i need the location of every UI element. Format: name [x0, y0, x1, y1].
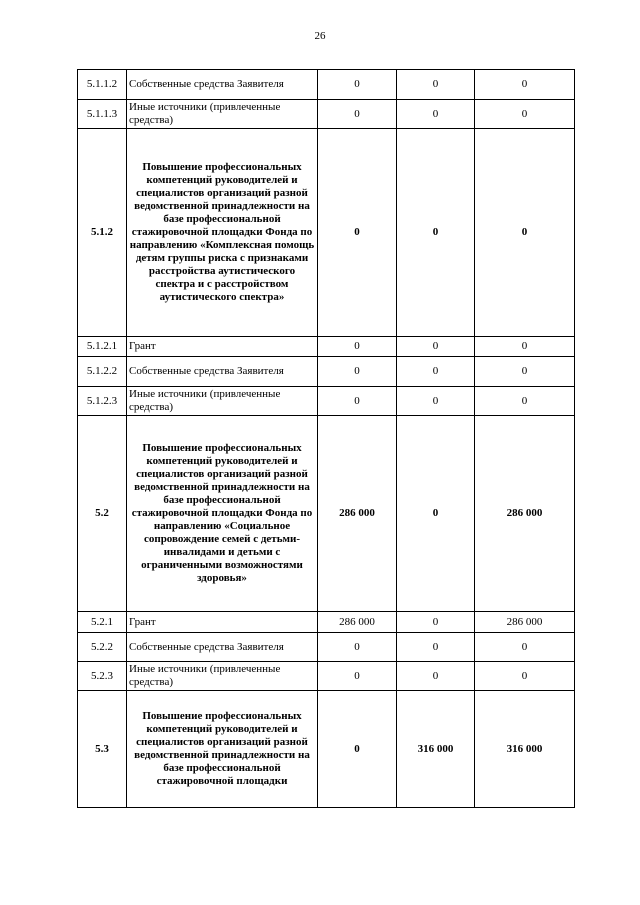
budget-table-body [78, 70, 575, 808]
value-col2-cell: 0 [397, 357, 475, 387]
value-col3-cell: 0 [475, 387, 575, 416]
row-number-cell: 5.1.2.2 [78, 357, 127, 387]
value-col2-cell: 0 [397, 387, 475, 416]
table-row [78, 129, 575, 337]
table-row [78, 387, 575, 416]
row-name-cell: Собственные средства Заявителя [127, 70, 318, 100]
value-col2-cell: 0 [397, 416, 475, 612]
value-col1-cell: 0 [318, 100, 397, 129]
row-name-cell: Повышение профессиональных компетенций руководителей и специалистов организаций разной ведомственной принадлежности на базе профессиональной стажировочной площадки [127, 691, 318, 808]
row-number-cell: 5.2.1 [78, 612, 127, 633]
row-name-cell: Иные источники (привлеченные средства) [127, 662, 318, 691]
value-col3-cell: 0 [475, 633, 575, 662]
value-col2-cell: 316 000 [397, 691, 475, 808]
table-row [78, 357, 575, 387]
value-col3-cell: 0 [475, 337, 575, 357]
value-col1-cell: 0 [318, 129, 397, 337]
row-name-cell: Повышение профессиональных компетенций руководителей и специалистов организаций разной ведомственной принадлежности на базе профессиональной стажировочной площадки Фонда по направлению «Комплексная помощь детям группы риска с признаками расстройства аутистического спектра и с расстройством аутистического спектра» [127, 129, 318, 337]
row-name-cell: Грант [127, 337, 318, 357]
value-col3-cell: 0 [475, 357, 575, 387]
row-name-cell: Собственные средства Заявителя [127, 357, 318, 387]
value-col1-cell: 0 [318, 387, 397, 416]
row-number-cell: 5.1.2.1 [78, 337, 127, 357]
value-col3-cell: 286 000 [475, 612, 575, 633]
row-number-cell: 5.2 [78, 416, 127, 612]
value-col3-cell: 316 000 [475, 691, 575, 808]
row-number-cell: 5.2.2 [78, 633, 127, 662]
value-col2-cell: 0 [397, 633, 475, 662]
value-col2-cell: 0 [397, 129, 475, 337]
value-col1-cell: 286 000 [318, 612, 397, 633]
table-row [78, 691, 575, 808]
row-name-cell: Собственные средства Заявителя [127, 633, 318, 662]
value-col2-cell: 0 [397, 612, 475, 633]
value-col3-cell: 286 000 [475, 416, 575, 612]
row-name-cell: Иные источники (привлеченные средства) [127, 100, 318, 129]
budget-table [77, 69, 575, 808]
value-col2-cell: 0 [397, 100, 475, 129]
value-col1-cell: 0 [318, 633, 397, 662]
row-number-cell: 5.1.2 [78, 129, 127, 337]
page-number: 26 [314, 30, 326, 42]
value-col2-cell: 0 [397, 662, 475, 691]
value-col2-cell: 0 [397, 70, 475, 100]
table-row [78, 70, 575, 100]
row-number-cell: 5.3 [78, 691, 127, 808]
table-row [78, 100, 575, 129]
value-col3-cell: 0 [475, 129, 575, 337]
row-number-cell: 5.1.2.3 [78, 387, 127, 416]
row-name-cell: Повышение профессиональных компетенций руководителей и специалистов организаций разной ведомственной принадлежности на базе профессиональной стажировочной площадки Фонда по направлению «Социальное сопровождение семей с детьми-инвалидами и детьми с ограниченными возможностями здоровья» [127, 416, 318, 612]
table-row [78, 337, 575, 357]
value-col3-cell: 0 [475, 100, 575, 129]
row-number-cell: 5.2.3 [78, 662, 127, 691]
value-col1-cell: 0 [318, 70, 397, 100]
row-number-cell: 5.1.1.3 [78, 100, 127, 129]
table-row [78, 633, 575, 662]
row-name-cell: Иные источники (привлеченные средства) [127, 387, 318, 416]
value-col3-cell: 0 [475, 70, 575, 100]
value-col1-cell: 0 [318, 662, 397, 691]
row-name-cell: Грант [127, 612, 318, 633]
value-col1-cell: 286 000 [318, 416, 397, 612]
table-row [78, 612, 575, 633]
value-col1-cell: 0 [318, 357, 397, 387]
table-row [78, 662, 575, 691]
value-col1-cell: 0 [318, 337, 397, 357]
value-col2-cell: 0 [397, 337, 475, 357]
row-number-cell: 5.1.1.2 [78, 70, 127, 100]
value-col1-cell: 0 [318, 691, 397, 808]
table-row [78, 416, 575, 612]
value-col3-cell: 0 [475, 662, 575, 691]
